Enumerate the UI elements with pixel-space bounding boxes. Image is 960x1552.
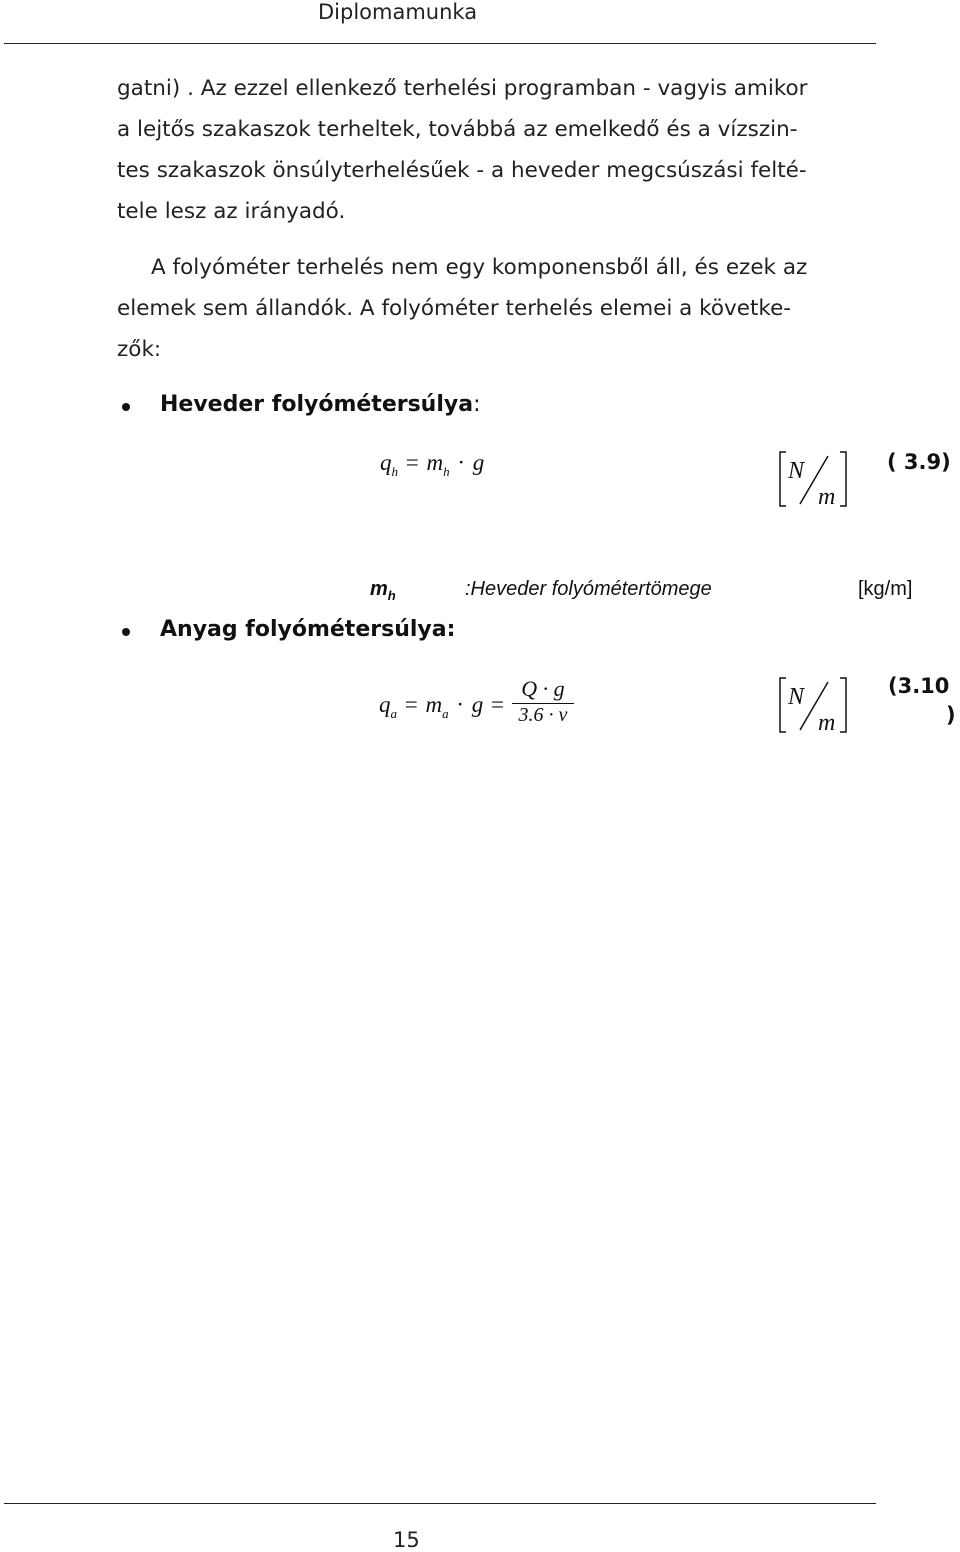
paragraph-line: a lejtős szakaszok terheltek, továbbá az emelkedő és a vízszin- — [117, 117, 798, 142]
equation-3-10-lhs — [379, 692, 506, 721]
bullet-label-text: Heveder folyómétersúlya — [160, 392, 474, 417]
eq-dot: · — [457, 450, 466, 475]
unit-numerator: N — [788, 458, 805, 484]
definition-symbol-main: m — [370, 578, 388, 600]
eq-symbol: q — [380, 450, 392, 475]
fraction-denominator: 3.6 · v — [518, 704, 568, 726]
fraction-numerator: Q · g — [521, 676, 565, 701]
unit-denominator: m — [818, 710, 836, 736]
bullet-heveder-label — [160, 392, 481, 417]
eq-subscript: h — [391, 464, 398, 479]
paragraph-line: A folyóméter terhelés nem egy komponensből áll, és ezek az — [151, 255, 808, 280]
paragraph-line: tele lesz az irányadó. — [117, 199, 346, 224]
header-rule — [4, 43, 876, 44]
equation-number: ( 3.9) — [887, 450, 951, 474]
bullet-dot — [122, 403, 130, 411]
eq-subscript: a — [390, 706, 397, 721]
equation-fraction — [512, 676, 574, 727]
bullet-dot — [122, 628, 130, 636]
eq-equals: = — [491, 692, 505, 717]
definition-symbol-sub: h — [387, 588, 396, 603]
footer-rule — [4, 1503, 876, 1504]
page-number: 15 — [393, 1528, 420, 1552]
eq-symbol: m — [426, 450, 444, 475]
eq-equals: = — [404, 692, 418, 717]
equation-number-cont: ) — [946, 703, 956, 727]
equation-number: (3.10 — [888, 674, 950, 698]
eq-equals: = — [405, 450, 419, 475]
eq-subscript: a — [442, 706, 449, 721]
unit-n-per-m — [770, 448, 856, 512]
unit-numerator: N — [788, 684, 805, 710]
eq-dot: · — [456, 692, 465, 717]
eq-subscript: h — [443, 464, 450, 479]
paragraph-line: gatni) . Az ezzel ellenkező terhelési programban - vagyis amikor — [117, 76, 808, 101]
unit-n-per-m — [770, 674, 856, 738]
bullet-anyag-label: Anyag folyómétersúlya: — [160, 617, 456, 642]
eq-symbol: m — [425, 692, 443, 717]
definition-unit: [kg/m] — [858, 578, 913, 600]
paragraph-line: elemek sem állandók. A folyóméter terhelés elemei a követke- — [117, 296, 792, 321]
paragraph-line: tes szakaszok önsúlyterhelésűek - a heveder megcsúszási felté- — [117, 158, 807, 183]
equation-3-9 — [380, 450, 485, 479]
bullet-label-colon: : — [473, 392, 481, 417]
definition-description: :Heveder folyómétertömege — [465, 578, 712, 600]
page-header-title: Diplomamunka — [318, 0, 478, 24]
paragraph-line: zők: — [117, 337, 162, 362]
definition-symbol — [370, 578, 396, 603]
eq-symbol: q — [379, 692, 391, 717]
unit-denominator: m — [818, 484, 836, 510]
eq-symbol: g — [471, 692, 484, 717]
eq-symbol: g — [472, 450, 485, 475]
